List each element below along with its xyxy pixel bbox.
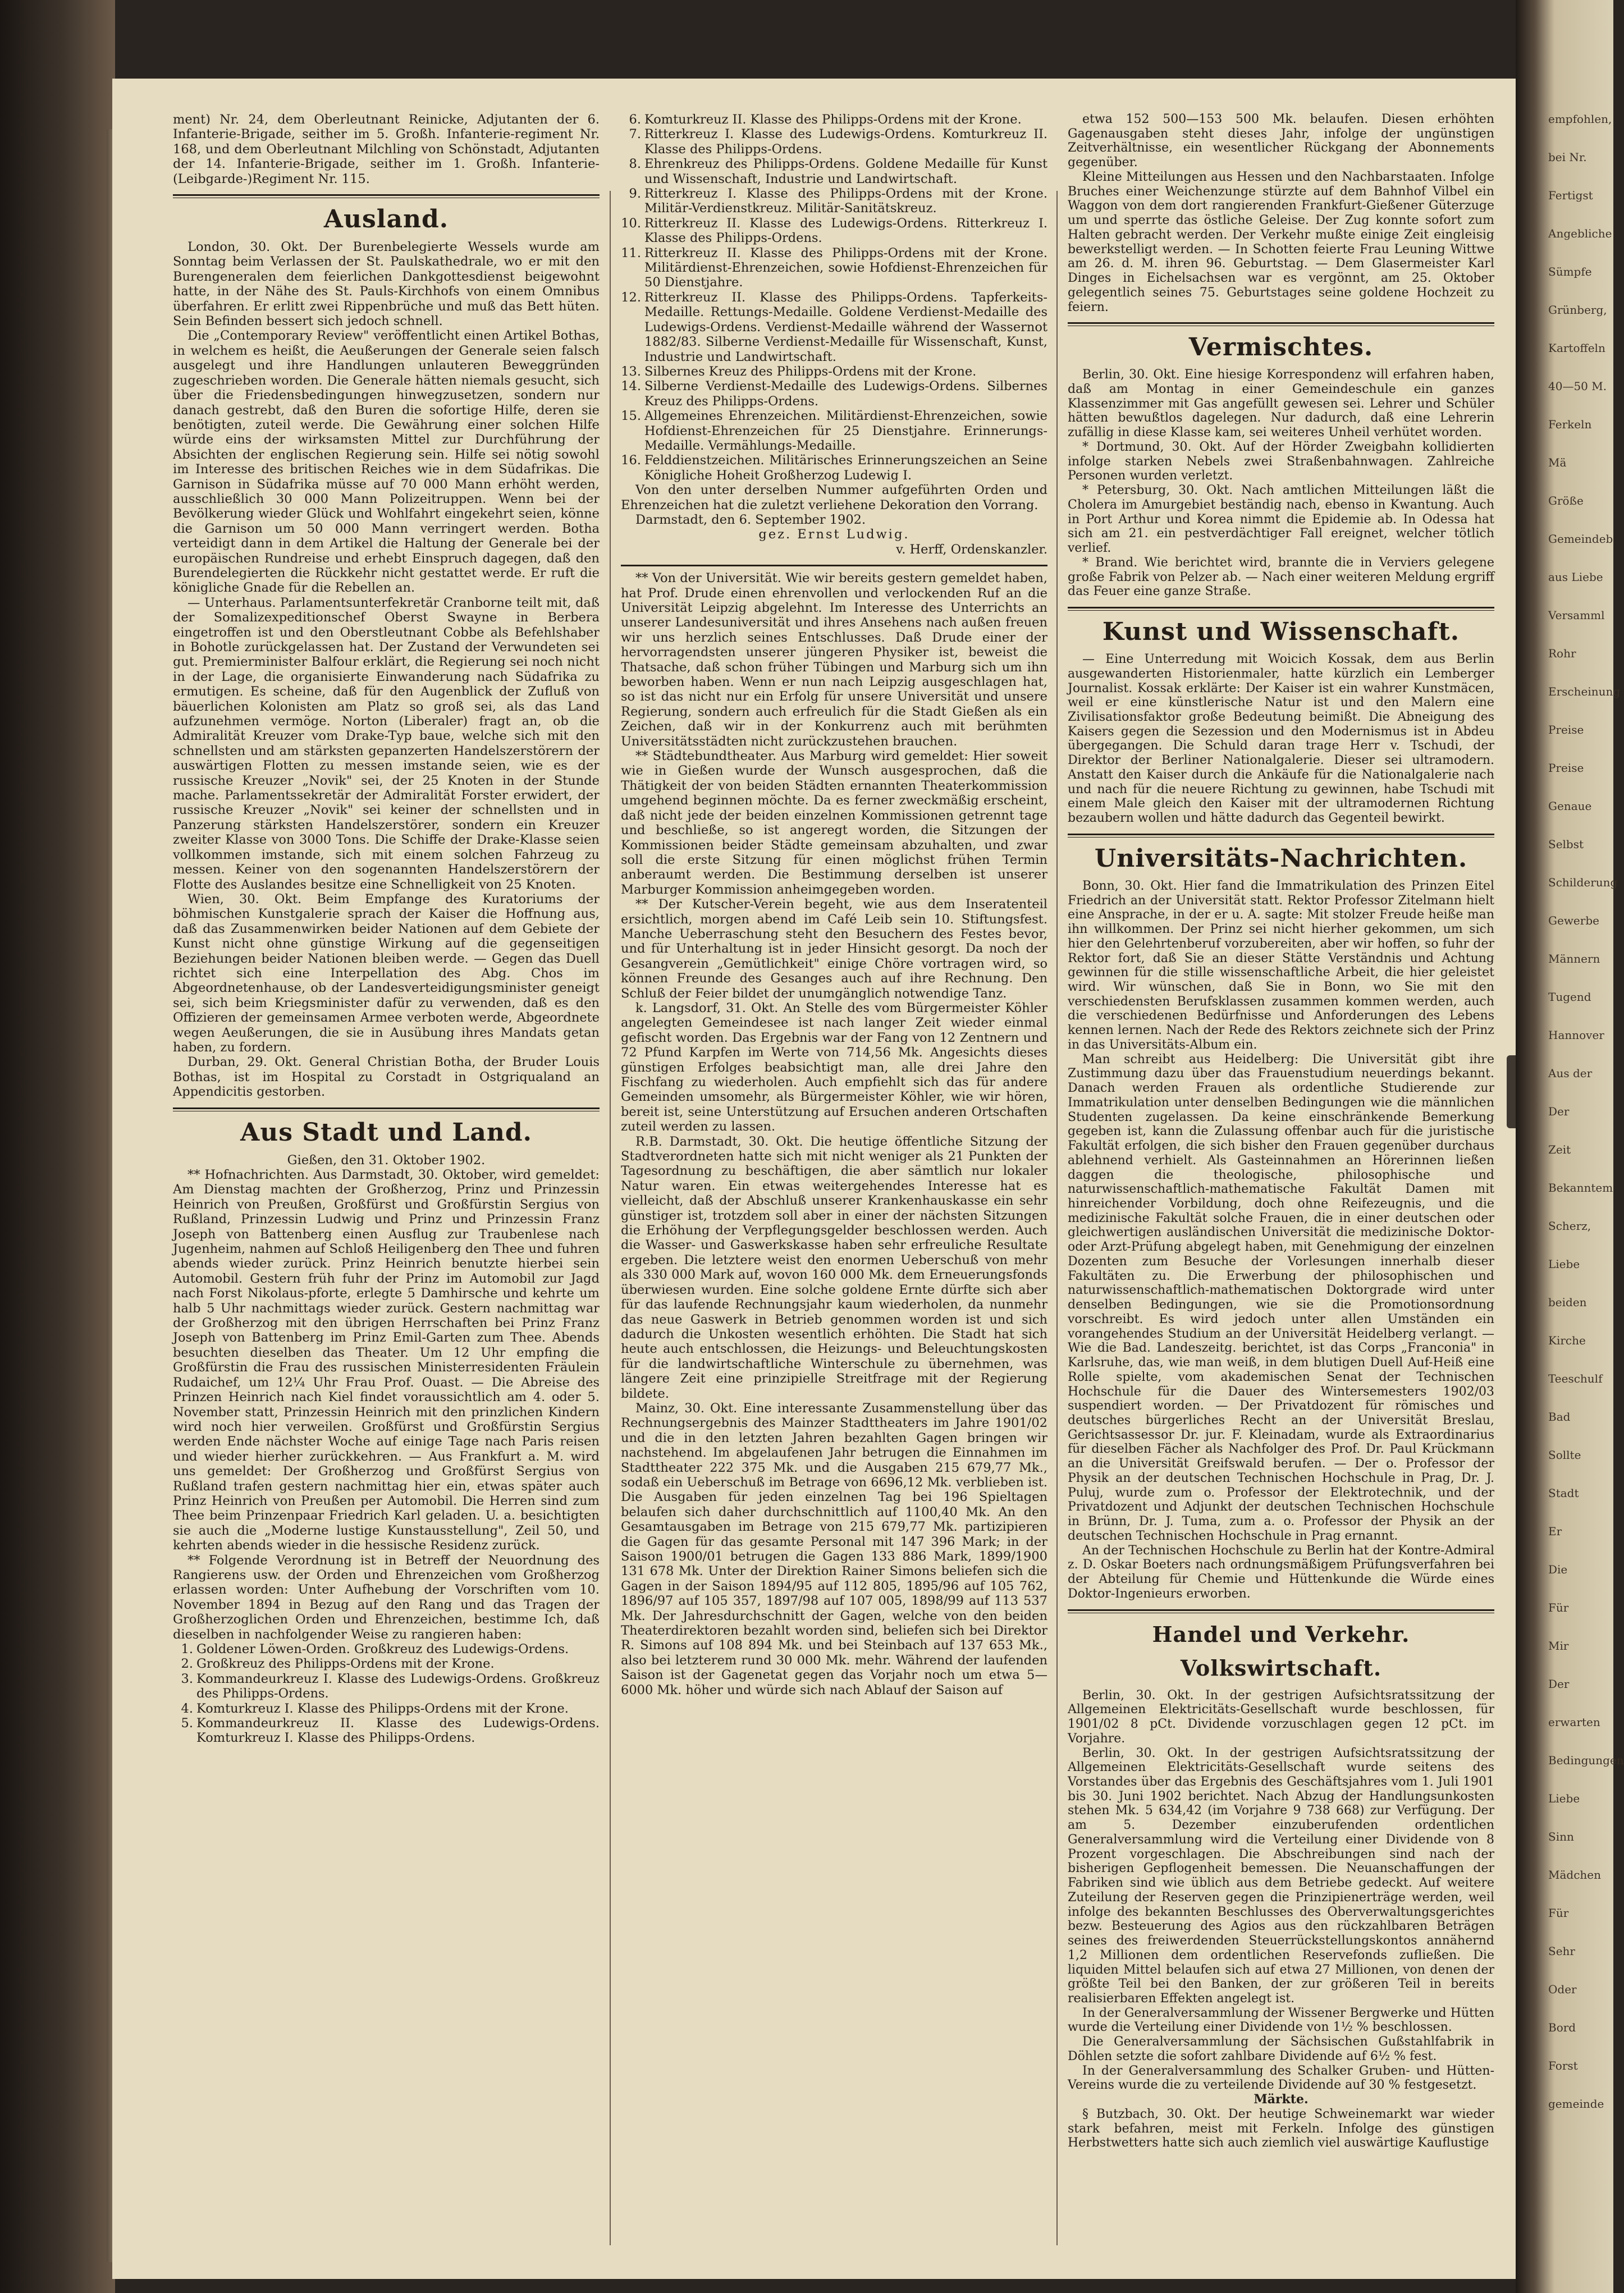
column-rule bbox=[1056, 191, 1058, 2245]
adjacent-page-fragment: Stadt bbox=[1548, 1486, 1579, 1500]
order-item bbox=[621, 157, 1047, 186]
adjacent-page-fragment: Kirche bbox=[1548, 1334, 1586, 1347]
order-item bbox=[621, 364, 1047, 379]
order-text: Silberne Verdienst-Medaille des Ludewigs-Ordens. Silbernes Kreuz des Philipps-Ordens. bbox=[644, 379, 1047, 409]
article-paragraph: R.B. Darmstadt, 30. Okt. Die heutige öffentliche Sitzung der Stadtverordneten hatte sich mit nicht weniger als 21 Punkten der Tagesordnung zu beschäftigen, die aber sämtlich nur lokaler Natur waren. Ein etwas weitergehendes Interesse hat es vielleicht, daß der Abschluß unserer Krankenhauskasse ein sehr günstiger ist, trotzdem soll aber in einer der nächsten Sitzungen die Erhöhung der Verpflegungsgelder beschlossen werden. Auch die Wasser- und Gaswerkskasse haben sehr erfreuliche Resultate ergeben. Die letztere weist den enormen Ueberschuß von mehr als 330 000 Mark auf, wovon 160 000 Mk. dem Erneuerungsfonds überwiesen wurden. Eine solche goldene Ernte dürfte sich aber für das laufende Rechnungsjahr kaum wiederholen, da nunmehr das neue Gaswerk in Betrieb genommen worden ist und sich dadurch die Unkosten wesentlich erhöhten. Die Stadt hat sich heute auch entschlossen, die Heizungs- und Beleuchtungskosten für die landwirtschaftliche Winterschule zu übernehmen, was längere Zeit eine prinzipielle Streitfrage mit der Regierung bildete. bbox=[621, 1134, 1047, 1401]
article-paragraph: Berlin, 30. Okt. In der gestrigen Aufsichtsratssitzung der Allgemeinen Elektricitäts-Gesellschaft wurde seitens des Vorstandes über das Ergebnis des Geschäftsjahres vom 1. Juli 1901 bis 30. Juni 1902 berichtet. Nach Abzug der Handlungsunkosten stehen Mk. 5 634,42 (im Vorjahre 9 738 668) zur Verfügung. Der am 5. Dezember einzuberufenden ordentlichen Generalversammlung wird die Verteilung einer Dividende von 8 Prozent vorgeschlagen. Die Abschreibungen sind nach der bisherigen Gepflogenheit bemessen. Die Neuanschaffungen der Fabriken sind wie üblich aus dem Betriebe gedeckt. Auf weitere Zuteilung der Reserven gegen die Prinzipienerträge werden, weil infolge des bekannten Beschlusses des Oberverwaltungsgerichtes bezw. Besteuerung des Agios aus den rückzahlbaren Beträgen seines des freiwerdenden Steuerrückstellungskontos annähernd 1,2 Millionen dem ordentlichen Reservefonds zufließen. Die liquiden Mittel belaufen sich auf etwa 27 Millionen, von denen der größte Teil bei den Banken, der zur größeren Teil in bereits realisierbaren Effekten angelegt ist. bbox=[1068, 1746, 1494, 2006]
intro-text: ment) Nr. 24, dem Oberleutnant Reinicke, Adjutanten der 6. Infanterie-Brigade, seither im 5. Großh. Infanterie-regiment Nr. 168, und dem Oberleutnant Milchling von Schönstadt, Adjutanten der 14. Infanterie-Brigade, seither im 1. Großh. Infanterie-(Leibgarde-)Regiment Nr. 115. bbox=[173, 112, 600, 186]
adjacent-page-fragment: gemeinde bbox=[1548, 2097, 1604, 2111]
orders-closing: Von den unter derselben Nummer aufgeführten Orden und Ehrenzeichen hat die zuletzt verliehene Dekoration den Vorrang. bbox=[621, 483, 1047, 512]
adjacent-page-fragment: Rohr bbox=[1548, 647, 1576, 660]
adjacent-page-fragment: aus Liebe bbox=[1548, 570, 1603, 584]
adjacent-page-fragment: Sümpfe bbox=[1548, 265, 1592, 278]
kunst-articles bbox=[1068, 652, 1494, 826]
adjacent-page-fragment: Erscheinung bbox=[1548, 685, 1621, 698]
newspaper-page bbox=[112, 79, 1516, 2279]
adjacent-page-fragment: Oder bbox=[1548, 1983, 1577, 1996]
order-item bbox=[621, 127, 1047, 157]
order-text: Komturkreuz I. Klasse des Philipps-Ordens mit der Krone. bbox=[196, 1701, 569, 1716]
order-number: 8. bbox=[629, 157, 641, 172]
order-number: 16. bbox=[621, 453, 641, 468]
article-paragraph: Berlin, 30. Okt. Eine hiesige Korrespondenz will erfahren haben, daß am Montag in einer Gemeindeschule ein ganzes Klassenzimmer mit Gas angefüllt gewesen sei. Lehrer und Schüler hätten bewußtlos dagelegen. Nur dadurch, daß eine Lehrerin zufällig in diese Klasse kam, sei weiteres Unheil verhütet worden. bbox=[1068, 368, 1494, 440]
adjacent-page-fragment: Mädchen bbox=[1548, 1868, 1602, 1882]
adjacent-page-fragment: bei Nr. bbox=[1548, 150, 1587, 164]
order-item bbox=[173, 1642, 600, 1656]
article-paragraph: etwa 152 500—153 500 Mk. belaufen. Diesen erhöhten Gagenausgaben steht dieses Jahr, infolge der ungünstigen Zeitverhältnisse, ein wesentlicher Rückgang der Abonnements gegenüber. bbox=[1068, 112, 1494, 170]
order-text: Allgemeines Ehrenzeichen. Militärdienst-Ehrenzeichen, sowie Hofdienst-Ehrenzeichen für 25 Dienstjahre. Erinnerungs-Medaille. Vermählungs-Medaille. bbox=[644, 409, 1047, 453]
article-paragraph: * Brand. Wie berichtet wird, brannte die in Verviers gelegene große Fabrik von Pelzer ab. — Nach einer weiteren Meldung ergriff das Feuer eine ganze Straße. bbox=[1068, 555, 1494, 599]
order-number: 2. bbox=[181, 1656, 193, 1672]
adjacent-page-fragment: Grünberg, bbox=[1548, 303, 1607, 317]
order-item bbox=[621, 216, 1047, 246]
column-3 bbox=[1068, 112, 1494, 2150]
universitaet-articles bbox=[1068, 879, 1494, 1601]
order-text: Kommandeurkreuz II. Klasse des Ludewigs-Ordens. Komturkreuz I. Klasse des Philipps-Ordens. bbox=[196, 1716, 600, 1746]
divider bbox=[621, 565, 1047, 566]
article-paragraph: ** Der Kutscher-Verein begeht, wie aus dem Inseratenteil ersichtlich, morgen abend im Café Leib sein 10. Stiftungsfest. Manche Ueberraschung steht den Besuchern des Festes bevor, und für Unterhaltung ist in jeder Hinsicht gesorgt. Da noch der Gesangverein „Gemütlichkeit" einige Chöre vortragen wird, so können Freunde des Gesanges auch auf ihre Rechnung. Den Schluß der Feier bildet der unumgänglich notwendige Tanz. bbox=[621, 897, 1047, 1001]
order-item bbox=[621, 409, 1047, 453]
order-item bbox=[621, 246, 1047, 290]
article-paragraph: Wien, 30. Okt. Beim Empfange des Kuratoriums der böhmischen Kunstgalerie sprach der Kaiser die Hoffnung aus, daß das Zusammenwirken beider Nationen auf dem Gebiete der Kunst nicht ohne günstige Wirkung auf die gegenseitigen Beziehungen beider Nationen bleiben werde. — Gegen das Duell richtet sich eine Interpellation des Abg. Chos im Abgeordnetenhause, ob der Landesverteidigungsminister geneigt sei, sich beim Kriegsminister dafür zu verwenden, daß es den Offizieren der gemeinsamen Armee verboten werde, Abgeordnete wegen Aeußerungen, die sie in Ausübung ihres Mandats getan haben, zu fordern. bbox=[173, 891, 600, 1055]
adjacent-page-fragment: Bekanntem bbox=[1548, 1181, 1613, 1194]
adjacent-page-fragment: Preise bbox=[1548, 723, 1584, 736]
article-paragraph: * Petersburg, 30. Okt. Nach amtlichen Mitteilungen läßt die Cholera im Amurgebiet beständig nach, ebenso in Kwantung. Auch in Port Arthur und Korea nimmt die Epidemie ab. In Odessa hat sich am 21. ein pestverdächtiger Fall ereignet, welcher tötlich verlief. bbox=[1068, 483, 1494, 556]
order-number: 9. bbox=[629, 186, 641, 202]
adjacent-page-fragment: Forst bbox=[1548, 2059, 1578, 2072]
adjacent-page-fragment: Preise bbox=[1548, 761, 1584, 775]
order-item bbox=[173, 1656, 600, 1671]
adjacent-page-fragment: Männern bbox=[1548, 952, 1600, 965]
adjacent-page-edge bbox=[1516, 0, 1624, 2293]
article-paragraph: Man schreibt aus Heidelberg: Die Universität gibt ihre Zustimmung dazu über das Frauenstudium neuerdings bekannt. Danach werden Frauen als ordentliche Studierende zur Immatrikulation unter denselben Bedingungen wie die männlichen Studenten zugelassen. Da keine einschränkende Bemerkung gegeben ist, kann die Zulassung offenbar auch für die juristische Fakultät erfolgen, die sich bisher den Frauen gegenüber durchaus ablehnend verhielt. Als Gasteinnahmen an Hörerinnen ließen daggen die theologische, philosophische und naturwissenschaftlich-mathematische Fakultät Damen mit hinreichender Vorbildung, doch ohne Reifezeugnis, und die medizinische Fakultät solche Frauen, die in einer deutschen oder gleichwertigen ausländischen Universität die medizinische Doktor- oder Arzt-Prüfung abgelegt haben, mit Genehmigung der einzelnen Dozenten zum Besuche der Vorlesungen innerhalb dieser Fakultäten zu. Die Erwerbung der philosophischen und naturwissenschaftlich-mathematischen Doktorgrade wird unter denselben Bedingungen, wie sie die Promotionsordnung vorschreibt. Es wird jedoch unter allen Umständen ein vorangehendes Studium an der Universität Heidelberg verlangt. — Wie die Bad. Landeszeitg. berichtet, ist das Corps „Franconia" in Karlsruhe, das, wie man weiß, in dem blutigen Duell Auf-Heiß eine Rolle spielte, vom akademischen Senat der Technischen Hochschule für die Dauer des Wintersemesters 1902/03 suspendiert worden. — Der Privatdozent für römisches und deutsches bürgerliches Recht an der Universität Breslau, Gerichtsassessor Dr. jur. F. Kleinadam, wurde als Extraordinarius für dieselben Fächer als Nachfolger des Prof. Dr. Paul Krückmann an die Universität Greifswald berufen. — Der o. Professor der Physik an der deutschen Technischen Hochschule in Prag, Dr. J. Puluj, wurde zum o. Professor der Elektrotechnik, und der Privatdozent und Adjunkt der deutschen Technischen Hochschule in Brünn, Dr. J. Tuma, zum a. o. Professor der Physik an der deutschen Technischen Hochschule in Prag ernannt. bbox=[1068, 1052, 1494, 1543]
order-text: Komturkreuz II. Klasse des Philipps-Ordens mit der Krone. bbox=[644, 112, 1022, 127]
adjacent-page-fragment: Fertigst bbox=[1548, 189, 1593, 202]
divider bbox=[1068, 322, 1494, 326]
order-number: 11. bbox=[621, 245, 641, 260]
order-list bbox=[621, 112, 1047, 483]
order-text: Ritterkreuz I. Klasse des Philipps-Ordens mit der Krone. Militär-Verdienstkreuz. Militär-Sanitätskreuz. bbox=[644, 186, 1047, 216]
order-number: 12. bbox=[621, 290, 641, 305]
section-heading-vermischtes: Vermischtes. bbox=[1188, 333, 1374, 362]
order-text: Ritterkreuz II. Klasse des Philipps-Ordens. Tapferkeits-Medaille. Rettungs-Medaille. Goldene Verdienst-Medaille des Ludewigs-Ordens. Verdienst-Medaille während der Wassernot 1882/83. Silberne Verdienst-Medaille für Wissenschaft, Kunst, Industrie und Landwirtschaft. bbox=[644, 290, 1047, 364]
order-number: 4. bbox=[181, 1701, 193, 1716]
adjacent-page-fragment: Sehr bbox=[1548, 1944, 1575, 1958]
order-text: Goldener Löwen-Orden. Großkreuz des Ludewigs-Ordens. bbox=[196, 1642, 569, 1656]
order-item bbox=[621, 290, 1047, 364]
article-paragraph: Durban, 29. Okt. General Christian Botha, der Bruder Louis Bothas, ist im Hospital zu Corstadt in Ostgriqualand an Appendicitis gestorben. bbox=[173, 1055, 600, 1100]
order-number: 1. bbox=[181, 1642, 193, 1656]
section-heading-ausland: Ausland. bbox=[323, 205, 449, 234]
order-item bbox=[173, 1701, 600, 1716]
orders-signature: gez. Ernst Ludwig. bbox=[758, 527, 910, 542]
adjacent-page-fragment: beiden bbox=[1548, 1296, 1587, 1309]
order-text: Silbernes Kreuz des Philipps-Ordens mit der Krone. bbox=[644, 364, 977, 379]
article-paragraph: Die „Contemporary Review" veröffentlicht einen Artikel Bothas, in welchem es heißt, die Aeußerungen der Generale seien falsch ausgelegt und ihre Handlungen unlauteren Beweggründen zugeschrieben worden. Die Generale hätten niemals gesucht, sich über die Friedensbedingungen hinwegzusetzen, sondern nur danach gestrebt, daß den Buren die sofortige Hilfe, deren sie benötigten, zuteil werde. Die Gewährung einer solchen Hilfe würde eins der wirksamsten Mittel zur Durchführung der Absichten der englischen Regierung sein. Hilfe sei nötig sowohl im Interesse des britischen Reiches wie in dem Südafrikas. Die Garnison in Südafrika müsse auf 70 000 Mann erhöht werden, ausschließlich 30 000 Mann Polizeitruppen. Wenn bei der Bevölkerung wieder Glück und Wohlfahrt eingekehrt seien, könne die Garnison um 50 000 Mann verringert werden. Botha verteidigt dann in dem Artikel die Haltung der Generale bei der europäischen Rundreise und erhebt Einspruch dagegen, daß den Burendelegierten die Rückkehr nicht gestattet werde. Er ruft die königliche Gnade für die Rebellen an. bbox=[173, 328, 600, 596]
article-paragraph: Bonn, 30. Okt. Hier fand die Immatrikulation des Prinzen Eitel Friedrich an der Universität statt. Rektor Professor Zitelmann hielt eine Ansprache, in der er u. A. sagte: Mit stolzer Freude heiße man ihn willkommen. Der Prinz sei nicht hierher gekommen, um sich hier den Gelehrtenberuf vorzubereiten, aber wir hoffen, so fuhr der Rektor fort, daß Sie an dieser Stätte Verständnis und Achtung gewinnen für die stille wissenschaftliche Arbeit, die hier geleistet wird. Wir wünschen, daß Sie in Bonn, wo Sie mit den verschiedensten Berufsklassen zusammen kommen werden, auch die verschiedenen Bedürfnisse und Anforderungen des Lebens kennen lernen. Nach der Rede des Rektors zeichnete sich der Prinz in das Universitäts-Album ein. bbox=[1068, 878, 1494, 1052]
adjacent-page-fragment: Zeit bbox=[1548, 1143, 1571, 1156]
book-spine-left bbox=[0, 0, 115, 2293]
order-number: 5. bbox=[181, 1716, 193, 1731]
order-number: 10. bbox=[621, 216, 641, 231]
ausland-articles bbox=[173, 240, 600, 1100]
order-text: Großkreuz des Philipps-Ordens mit der Krone. bbox=[196, 1656, 495, 1672]
order-text: Ritterkreuz II. Klasse des Philipps-Ordens mit der Krone. Militärdienst-Ehrenzeichen, sowie Hofdienst-Ehrenzeichen für 50 Dienstjahre. bbox=[644, 245, 1047, 290]
divider bbox=[1068, 834, 1494, 837]
adjacent-page-fragment: Genaue bbox=[1548, 799, 1592, 813]
article-paragraph: ** Hofnachrichten. Aus Darmstadt, 30. Oktober, wird gemeldet: Am Dienstag machten der Großherzog, Prinz und Prinzessin Heinrich von Preußen, Großfürst und Großfürstin Sergius von Rußland, Prinzessin Ludwig und Prinz und Prinzessin Franz Joseph von Battenberg einen Ausflug zur Traubenlese nach Jugenheim, nahmen auf Schloß Heiligenberg den Thee und fuhren abends wieder zurück. Prinz Heinrich benutzte hierbei sein Automobil. Gestern früh fuhr der Prinz im Automobil zur Jagd nach Forst Nikolaus-pforte, erlegte 5 Damhirsche und kehrte um halb 5 Uhr nachmittags wieder zurück. Gestern nachmittag war der Großherzog mit den übrigen Herrschaften bei Prinz Franz Joseph von Battenberg im Prinz Emil-Garten zum Thee. Abends besuchten dieselben das Theater. Um 12 Uhr empfing die Großfürstin die Frau des russischen Ministerresidenten Fräulein Rudaichef, um 12¼ Uhr Frau Prof. Ouast. — Die Abreise des Prinzen Heinrich nach Kiel findet voraussichtlich am 4. oder 5. November statt, Prinzessin Heinrich mit den prinzlichen Kindern wird noch hier verweilen. Großfürst und Großfürstin Sergius werden Ende nächster Woche auf einige Tage nach Paris reisen und wieder hierher zurückkehren. — Aus Frankfurt a. M. wird uns gemeldet: Der Großherzog und Großfürst Sergius von Rußland trafen gestern nachmittag hier ein, etwas später auch Prinz Heinrich von Preußen per Automobil. Die Herren sind zum Thee beim Prinzenpaar Friedrich Karl geladen. U. a. besichtigten sie auch die „Moderne lustige Kunstausstellung", Zeil 50, und kehrten abends wieder in die hessische Residenz zurück. bbox=[173, 1168, 600, 1553]
local-articles bbox=[621, 571, 1047, 1697]
adjacent-page-fragment: Liebe bbox=[1548, 1792, 1580, 1805]
order-item bbox=[621, 453, 1047, 483]
adjacent-page-fragment: Sollte bbox=[1548, 1448, 1581, 1462]
order-number: 15. bbox=[621, 409, 641, 424]
order-text: Kommandeurkreuz I. Klasse des Ludewigs-Ordens. Großkreuz des Philipps-Ordens. bbox=[196, 1671, 600, 1701]
adjacent-page-fragment: Bad bbox=[1548, 1410, 1571, 1424]
vermischtes-articles bbox=[1068, 368, 1494, 599]
section-heading-universitaet: Universitäts-Nachrichten. bbox=[1094, 844, 1468, 873]
section-heading-stadt: Aus Stadt und Land. bbox=[240, 1118, 532, 1147]
adjacent-page-fragment: Teeschulf bbox=[1548, 1372, 1603, 1385]
article-paragraph: — Eine Unterredung mit Woicich Kossak, dem aus Berlin ausgewanderten Historienmaler, hatte kürzlich ein Lemberger Journalist. Kossak erklärte: Der Kaiser ist ein wahrer Kunstmäcen, weil er eine künstlerische Natur ist und den Malern eine Zivilisationsfaktor große Bedeutung beimißt. Die Abneigung des Kaisers gegen die Sezession und den Modernismus ist in Abdeu übergegangen. Die Schuld daran trage Herr v. Tschudi, der Direktor der Berliner Nationalgalerie. Dieser sei ultramodern. Anstatt den Kaiser durch die Ankäufe für die Nationalgalerie nach und nach für die neuere Richtung zu gewinnen, habe Tschudi mit einem Male gleich den Kaiser mit der ultramodernen Richtung bezaubern wollen und hätte dadurch das Gegenteil bewirkt. bbox=[1068, 652, 1494, 826]
adjacent-page-fragment: Er bbox=[1548, 1525, 1562, 1538]
order-text: Ritterkreuz I. Klasse des Ludewigs-Ordens. Komturkreuz II. Klasse des Philipps-Ordens. bbox=[644, 127, 1047, 157]
article-paragraph: — Unterhaus. Parlamentsunterfekretär Cranborne teilt mit, daß der Somalizexpeditionschef Oberst Swayne in Berbera eingetroffen ist und den Oberstleutnant Cobbe als Befehlshaber in Bohotle zurückgelassen hat. Der Zustand der Verwundeten sei gut. Premierminister Balfour erklärt, die Regierung sei noch nicht in der Lage, die organisierte Einwanderung nach Südafrika zu ermutigen. Es scheine, daß für den Augenblick der Zufluß von bäuerlichen Kolonisten am Platz so groß sei, als das Land aufzunehmen vermöge. Norton (Liberaler) fragt an, ob die Admiralität Kreuzer vom Drake-Typ baue, welche sich mit den schnellsten und am stärksten gepanzerten Handelszerstörern der auswärtigen Flotten zu messen imstande seien, wie es der russische Kreuzer „Novik" sei, der 25 Knoten in der Stunde mache. Parlamentssekretär der Admiralität Forster erwidert, der russische Kreuzer „Novik" sei keiner der schnellsten und in Panzerung stärksten Handelszerstörer, sondern ein Kreuzer zweiter Klasse von 3000 Tons. Die Schiffe der Drake-Klasse seien vollkommen imstande, sich mit einem solchen Fahrzeug zu messen. Keiner von den sogenannten Handelszerstörern der Flotte des Auslandes besitze eine Schnelligkeit von 25 Knoten. bbox=[173, 595, 600, 892]
order-number: 7. bbox=[629, 127, 641, 142]
article-paragraph: Mainz, 30. Okt. Eine interessante Zusammenstellung über das Rechnungsergebnis des Mainzer Stadttheaters im Jahre 1901/02 und die in den letzten Jahren bezahlten Gagen bringen wir nachstehend. Im abgelaufenen Jahr betrugen die Einnahmen im Stadttheater 222 375 Mk. und die Ausgaben 215 679,77 Mk., sodaß ein Ueberschuß im Betrage von 6696,12 Mk. verblieben ist. Die Ausgaben für jeden einzelnen Tag bei 196 Spieltagen belaufen sich daher durchschnittlich auf 1100,40 Mk. An den Gesamtausgaben im Betrage von 215 679,77 Mk. partizipieren die Gagen für das gesamte Personal mit 147 396 Mark; in der Saison 1900/01 betrugen die Gagen 133 886 Mark, 1899/1900 131 678 Mk. Unter der Direktion Rainer Simons beliefen sich die Gagen in der Saison 1894/95 auf 112 805, 1895/96 auf 105 762, 1896/97 auf 105 357, 1897/98 auf 107 005, 1898/99 auf 113 537 Mk. Der Jahresdurchschnitt der Gagen, welche von den beiden Theaterdirektoren bezahlt worden sind, beliefen sich bei Direktor R. Simons auf 108 894 Mk. und bei Steinbach auf 137 653 Mk., also bei letzterem rund 30 000 Mk. mehr. Während der laufenden Saison ist der Gagenetat gegen das Vorjahr noch um etwa 5—6000 Mk. höher und würde sich nach Ablauf der Saison auf bbox=[621, 1400, 1047, 1697]
binding-clip bbox=[1507, 1055, 1516, 1128]
article-paragraph: ** Folgende Verordnung ist in Betreff der Neuordnung des Rangierens usw. der Orden und Ehrenzeichen vom Großherzog erlassen worden: Unter Aufhebung der Vorschriften vom 10. November 1894 in Bezug auf den Rang und das Tragen der Großherzoglichen Orden und Ehrenzeichen, bestimme Ich, daß dieselben in nachfolgender Weise zu rangieren haben: bbox=[173, 1553, 600, 1642]
section-heading-maerkte: Märkte. bbox=[1254, 2092, 1309, 2107]
adjacent-page-fragment: Scherz, bbox=[1548, 1219, 1591, 1233]
adjacent-page-fragment: Aus der bbox=[1548, 1067, 1593, 1080]
order-number: 13. bbox=[621, 364, 641, 379]
article-paragraph: Die Generalversammlung der Sächsischen Gußstahlfabrik in Döhlen setzte die sofort zahlbare Dividende auf 6½ % fest. bbox=[1068, 2035, 1494, 2063]
adjacent-page-fragment: Kartoffeln bbox=[1548, 341, 1605, 355]
orders-place: Darmstadt, den 6. September 1902. bbox=[635, 512, 866, 527]
adjacent-page-fragment: erwarten bbox=[1548, 1715, 1600, 1729]
order-item bbox=[621, 186, 1047, 216]
intro-articles bbox=[1068, 112, 1494, 314]
article-paragraph: London, 30. Okt. Der Burenbelegierte Wessels wurde am Sonntag beim Verlassen der St. Paulskathedrale, wo er mit den Burengeneralen dem feierlichen Dankgottesdienst beigewohnt hatte, in der Nähe des St. Pauls-Kirchhofs von einem Omnibus überfahren. Er erlitt zwei Rippenbrüche und muß das Bett hüten. Sein Befinden bessert sich jedoch schnell. bbox=[173, 240, 600, 329]
order-number: 14. bbox=[621, 379, 641, 394]
adjacent-page-fragment: Liebe bbox=[1548, 1257, 1580, 1271]
order-item bbox=[173, 1672, 600, 1701]
order-item bbox=[173, 1716, 600, 1746]
order-number: 6. bbox=[629, 112, 641, 127]
adjacent-page-fragment: Die bbox=[1548, 1563, 1568, 1576]
article-paragraph: * Dortmund, 30. Okt. Auf der Hörder Zweigbahn kollidierten infolge starken Nebels zwei Straßenbahnwagen. Zahlreiche Personen wurden verletzt. bbox=[1068, 440, 1494, 483]
divider bbox=[173, 1107, 600, 1111]
adjacent-page-fragment: Schilderung bbox=[1548, 876, 1618, 889]
order-item bbox=[621, 112, 1047, 127]
adjacent-page-fragment: Mir bbox=[1548, 1639, 1569, 1653]
maerkte-text: § Butzbach, 30. Okt. Der heutige Schweinemarkt war wieder stark befahren, meist mit Ferkeln. Infolge des günstigen Herbstwetters hatte sich auch ziemlich viel auswärtige Kauflustige bbox=[1068, 2107, 1494, 2150]
order-text: Ritterkreuz II. Klasse des Ludewigs-Ordens. Ritterkreuz I. Klasse des Philipps-Ordens. bbox=[644, 216, 1047, 246]
stadt-articles bbox=[173, 1168, 600, 1642]
column-1 bbox=[173, 112, 600, 1746]
order-text: Felddienstzeichen. Militärisches Erinnerungszeichen an Seine Königliche Hoheit Großherzog Ludewig I. bbox=[644, 453, 1047, 483]
column-2 bbox=[621, 112, 1047, 1697]
article-paragraph: ** Städtebundtheater. Aus Marburg wird gemeldet: Hier soweit wie in Gießen wurde der Wunsch ausgesprochen, daß die Thätigkeit der von beiden Städten ernannten Theaterkommission umgehend beginnen möchte. Da es ferner zweckmäßig erscheint, daß nicht jede der beiden einzelnen Kommissionen getrennt tage und beschließe, so ist angeregt worden, die Sitzungen der Kommissionen beider Städte gemeinsam abzuhalten, und zwar soll die erste Sitzung für einen möglichst frühen Termin anberaumt werden. Die Bestimmung derselben ist unserer Marburger Kommission anheimgegeben worden. bbox=[621, 749, 1047, 897]
adjacent-page-fragment: Bedingungen bbox=[1548, 1754, 1624, 1767]
adjacent-page-fragment: Versamml bbox=[1548, 608, 1605, 622]
section-heading-kunst: Kunst und Wissenschaft. bbox=[1102, 617, 1460, 647]
article-paragraph: Berlin, 30. Okt. In der gestrigen Aufsichtsratssitzung der Allgemeinen Elektricitäts-Gesellschaft wurde beschlossen, für 1901/02 8 pCt. Dividende vorzuschlagen gegen 12 pCt. im Vorjahre. bbox=[1068, 1688, 1494, 1746]
order-item bbox=[621, 379, 1047, 409]
order-text: Ehrenkreuz des Philipps-Ordens. Goldene Medaille für Kunst und Wissenschaft, Industrie und Landwirtschaft. bbox=[644, 157, 1047, 186]
section-heading-handel: Handel und Verkehr. Volkswirtschaft. bbox=[1152, 1621, 1410, 1681]
article-paragraph: An der Technischen Hochschule zu Berlin hat der Kontre-Admiral z. D. Oskar Boeters nach ordnungsmäßigem Prüfungsverfahren bei der Abteilung für Chemie und Hüttenkunde die Würde eines Doktor-Ingenieurs erworben. bbox=[1068, 1543, 1494, 1601]
adjacent-page-fragment: Größe bbox=[1548, 494, 1584, 507]
adjacent-page-fragment: Der bbox=[1548, 1105, 1570, 1118]
adjacent-page-fragment: Der bbox=[1548, 1677, 1570, 1691]
article-paragraph: Kleine Mitteilungen aus Hessen und den Nachbarstaaten. Infolge Bruches einer Weichenzunge stürzte auf dem Bahnhof Vilbel ein Waggon von dem dort rangierenden Frankfurt-Gießener Güterzuge um und sperrte das östliche Geleise. Der Zug konnte sofort zum Halten gebracht werden. Der Verkehr mußte einige Zeit eingleisig bewerkstelligt werden. — In Schotten feierte Frau Leuning Wittwe am 26. d. M. ihren 96. Geburtstag. — Dem Glasermeister Karl Dinges in Eichelsachsen war es vergönnt, am 25. Oktober gelegentlich seines 75. Geburtstages seine goldene Hochzeit zu feiern. bbox=[1068, 170, 1494, 314]
dateline: Gießen, den 31. Oktober 1902. bbox=[287, 1152, 486, 1168]
handel-articles bbox=[1068, 1688, 1494, 2093]
divider bbox=[1068, 607, 1494, 611]
order-list bbox=[173, 1642, 600, 1746]
adjacent-page-fragment: Angebliche bbox=[1548, 227, 1612, 240]
orders-countersign: v. Herff, Ordenskanzler. bbox=[896, 542, 1047, 557]
adjacent-page-fragment: Bord bbox=[1548, 2021, 1576, 2034]
adjacent-page-fragment: Tugend bbox=[1548, 990, 1591, 1004]
divider bbox=[173, 194, 600, 198]
adjacent-page-fragment: Sinn bbox=[1548, 1830, 1574, 1843]
adjacent-page-fragment: Für bbox=[1548, 1601, 1569, 1614]
adjacent-page-fragment: Mä bbox=[1548, 456, 1567, 469]
article-paragraph: In der Generalversammlung der Wissener Bergwerke und Hütten wurde die Verteilung einer Dividende von 1½ % beschlossen. bbox=[1068, 2006, 1494, 2035]
adjacent-page-fragment: 40—50 M. bbox=[1548, 379, 1607, 393]
article-paragraph: ** Von der Universität. Wie wir bereits gestern gemeldet haben, hat Prof. Drude einen ehrenvollen und verlockenden Ruf an die Universität Leipzig abgelehnt. Im Interesse des Unterrichts an unserer Landesuniversität und ihres Ansehens nach außen freuen wir uns herzlich seines Entschlusses. Daß Drude einer der hervorragendsten unserer jüngeren Physiker ist, beweist die Thatsache, daß schon früher Tübingen und Marburg sich um ihn beworben haben. Wenn er nun nach Leipzig ausgeschlagen hat, so ist das nicht nur ein Erfolg für unsere Universität und unsere Regierung, sondern auch erfreulich für die Stadt Gießen als ein Zeichen, daß wir in der Konkurrenz auch mit berühmten Universitätsstädten nicht zurückzustehen brauchen. bbox=[621, 571, 1047, 749]
divider bbox=[1068, 1609, 1494, 1613]
adjacent-page-fragment: Hannover bbox=[1548, 1028, 1604, 1042]
adjacent-page-fragment: empfohlen, bbox=[1548, 112, 1612, 126]
column-rule bbox=[610, 191, 611, 2245]
adjacent-page-fragment: Gewerbe bbox=[1548, 914, 1599, 927]
adjacent-page-fragment: Für bbox=[1548, 1906, 1569, 1920]
article-paragraph: k. Langsdorf, 31. Okt. An Stelle des vom Bürgermeister Köhler angelegten Gemeindesee ist nach langer Zeit wieder einmal gefischt worden. Das Ergebnis war der Fang von 12 Zentnern und 72 Pfund Karpfen im Werte von 714,56 Mk. Angesichts dieses günstigen Erfolges beabsichtigt man, alle drei Jahre den Fischfang zu wiederholen. Auch empfiehlt sich das für andere Gemeinden umsomehr, als Bürgermeister Köhler, wie wir hören, bereit ist, seine Unterstützung auf Ersuchen anderen Ortschaften zuteil werden zu lassen. bbox=[621, 1000, 1047, 1134]
adjacent-page-fragment: Gemeindeb bbox=[1548, 532, 1613, 546]
adjacent-page-fragment: Selbst bbox=[1548, 837, 1584, 851]
order-number: 3. bbox=[181, 1671, 193, 1686]
article-paragraph: In der Generalversammlung des Schalker Gruben- und Hütten-Vereins wurde die zu verteilende Dividende auf 30 % festgesetzt. bbox=[1068, 2063, 1494, 2093]
adjacent-page-fragment: Ferkeln bbox=[1548, 418, 1592, 431]
